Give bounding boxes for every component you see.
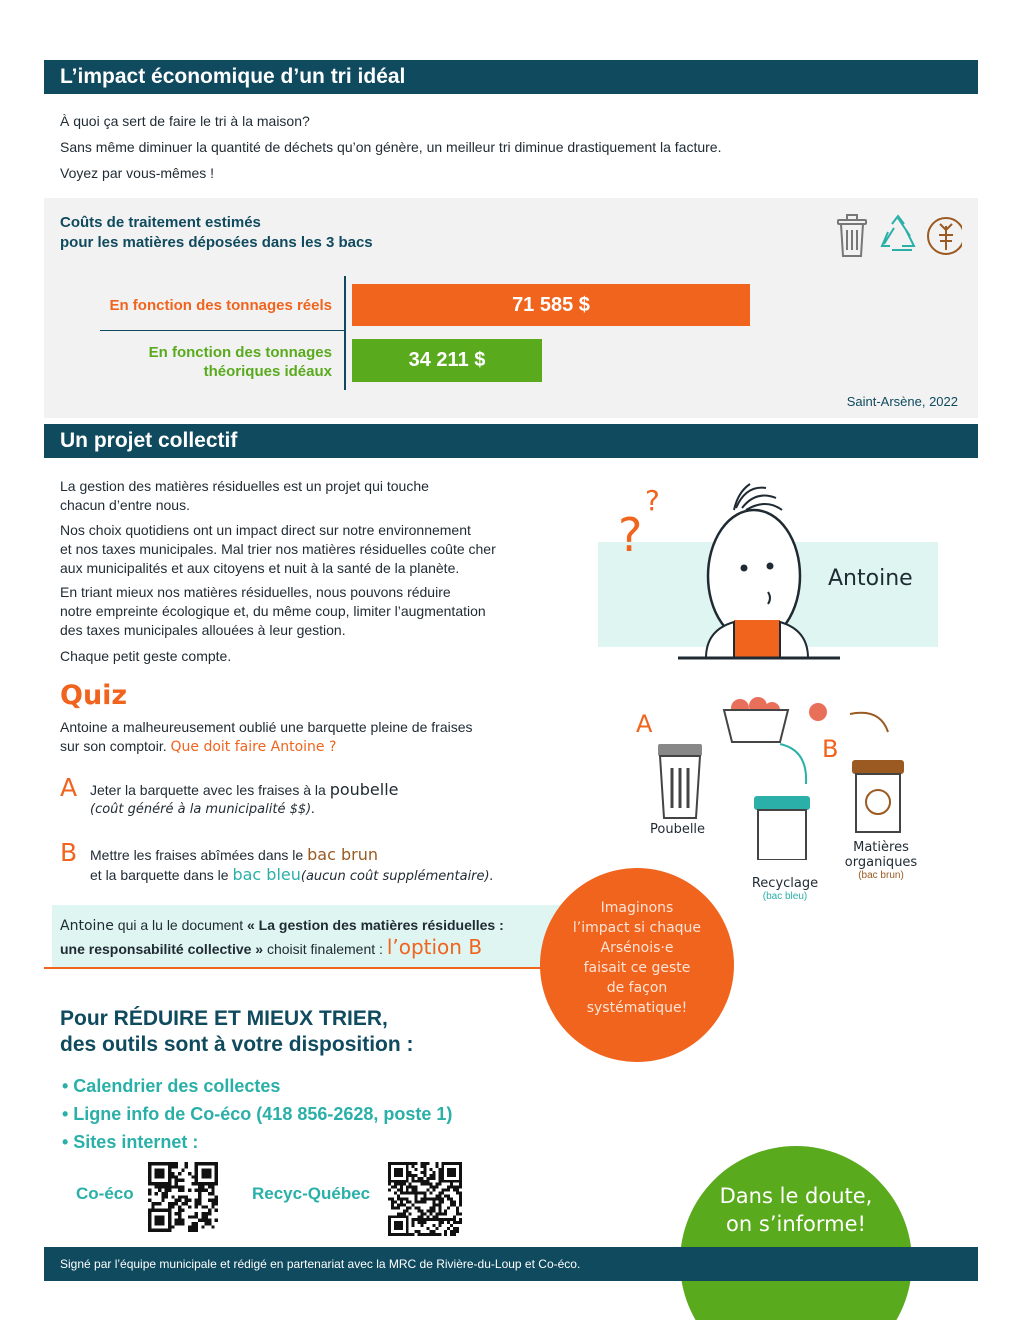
intro-question: À quoi ça sert de faire le tri à la maison? (60, 113, 310, 129)
arrow-to-blue-icon (780, 744, 806, 784)
chart-bar-real (352, 284, 750, 326)
bin-label-organic: Matières organiques (bac brun) (844, 840, 918, 881)
bin-label-trash: Poubelle (650, 822, 706, 837)
tools-item-calendar: • Calendrier des collectes (62, 1076, 281, 1096)
recycling-bin-icon (754, 796, 810, 860)
chart-title: Coûts de traitement estimés pour les matières déposées dans les 3 bacs (60, 214, 373, 251)
chart-axis (344, 276, 346, 390)
option-a-text: Jeter la barquette avec les fraises à la poubelle (coût généré à la municipalité $$). (90, 780, 399, 817)
character-name: Antoine (828, 566, 913, 591)
section-title-economic: L’impact économique d’un tri idéal (44, 60, 978, 94)
intro-cta: Voyez par vous-mêmes ! (60, 165, 215, 181)
answer-text: Antoine qui a lu le document « La gestion des matières résiduelles : une responsabilité collective » choisit finalement : l’option B (60, 917, 504, 959)
impact-bubble-text: Imaginons l’impact si chaque Arsénois·e faisait ce geste de façon systématique! (572, 900, 702, 1016)
quiz-question: Que doit faire Antoine ? (170, 739, 337, 755)
collective-paragraph-3: En triant mieux nos matières résiduelles, nous pouvons réduire notre empreinte écologique et, du même coup, limiter l’augmentation des taxes municipales allouées à leur gestion. (60, 584, 486, 638)
hair-icon (734, 484, 782, 510)
bin-icons (832, 210, 962, 262)
chart-source: Saint-Arsène, 2022 (846, 394, 958, 409)
quiz-title: Quiz (60, 680, 128, 711)
eye-icon (767, 563, 774, 570)
qr-code-coeco-icon[interactable] (148, 1162, 218, 1232)
collective-paragraph-4: Chaque petit geste compte. (60, 648, 232, 664)
tools-item-phone: • Ligne info de Co-éco (418 856-2628, poste 1) (62, 1104, 453, 1124)
intro-text: Sans même diminuer la quantité de déchets qu’on génère, un meilleur tri diminue drastiquement la facture. (60, 139, 722, 155)
footer-band: Signé par l’équipe municipale et rédigé en partenariat avec la MRC de Rivière-du-Loup et Co-éco. (44, 1247, 978, 1281)
collective-paragraph-2: Nos choix quotidiens ont un impact direct sur notre environnement et nos taxes municipales. Mal trier nos matières résiduelles coûte cher aux municipalités et aux citoyens et nuit à la santé de la planète. (60, 522, 496, 576)
answer-choice: l’option B (386, 935, 483, 959)
chart-category-ideal: En fonction des tonnages théoriques idéaux (148, 344, 332, 380)
diagram-label-b: B (822, 735, 839, 763)
chart-bar-ideal (352, 339, 542, 382)
section-title-collective: Un projet collectif (44, 424, 978, 458)
arm-icon (780, 622, 808, 658)
arm-icon (706, 622, 734, 658)
eye-icon (741, 565, 748, 572)
strawberry-icon (809, 703, 827, 721)
tools-list (62, 1072, 452, 1156)
shirt-icon (734, 620, 780, 658)
organic-bin-icon (852, 760, 904, 832)
tools-item-websites: • Sites internet : (62, 1132, 199, 1152)
question-mark-small: ? (645, 484, 660, 517)
site-label-recyc: Recyc-Québec (252, 1184, 371, 1203)
diagram-label-a: A (636, 710, 653, 738)
arrow-to-brown-icon (850, 713, 888, 732)
strawberry-tray-icon (724, 697, 788, 742)
option-b-text: Mettre les fraises abîmées dans le bac brun et la barquette dans le bac bleu(aucun coût supplémentaire). (90, 845, 494, 884)
trash-icon (838, 215, 866, 256)
question-mark-large: ? (618, 508, 643, 562)
chart-divider (100, 330, 346, 331)
answer-underline (44, 967, 584, 969)
chart-value-label-real: 71 585 $ (512, 293, 590, 316)
option-a-letter: A (60, 773, 78, 802)
option-b-letter: B (60, 838, 78, 867)
site-label-coeco: Co-éco (76, 1184, 134, 1203)
bin-label-recycling: Recyclage (bac bleu) (751, 876, 819, 902)
trash-bin-icon (658, 744, 702, 818)
tools-heading: Pour RÉDUIRE ET MIEUX TRIER, des outils sont à votre disposition : (60, 1007, 414, 1056)
collective-paragraph-1: La gestion des matières résiduelles est un projet qui touche chacun d’entre nous. (60, 478, 429, 513)
chart-value-label-ideal: 34 211 $ (408, 349, 486, 371)
antoine-illustration (676, 480, 842, 670)
recycle-icon (882, 216, 914, 250)
quiz-intro: Antoine a malheureusement oublié une barquette pleine de fraises sur son comptoir. Que doit faire Antoine ? (60, 719, 473, 755)
chart-category-real: En fonction des tonnages réels (109, 297, 332, 314)
qr-code-recyc-icon[interactable] (388, 1162, 462, 1236)
fish-bone-icon (928, 218, 962, 254)
info-bubble-text: Dans le doute, on s’informe! (719, 1184, 873, 1236)
